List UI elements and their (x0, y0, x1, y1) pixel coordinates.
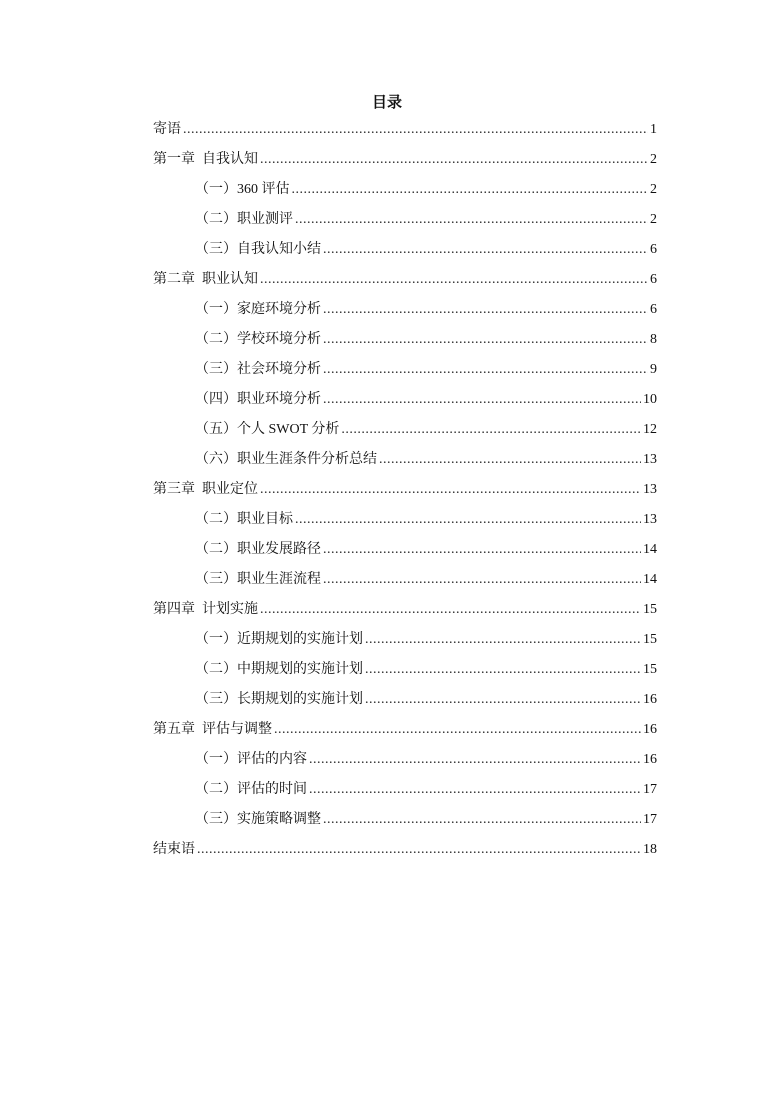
toc-subentry[interactable] (153, 775, 657, 805)
toc-entry-text: （二）中期规划的实施计划 (195, 662, 363, 677)
toc-page-number: 18 (643, 842, 657, 857)
toc-leader-dots (323, 235, 648, 265)
toc-page-number: 14 (643, 572, 657, 587)
toc-leader-dots (183, 115, 648, 145)
toc-entry-text: 第四章 计划实施 (153, 602, 258, 617)
toc-entry-text: （一）评估的内容 (195, 752, 307, 767)
toc-chapter-entry[interactable] (153, 475, 657, 505)
toc-page-number: 10 (643, 392, 657, 407)
toc-subentry[interactable] (153, 655, 657, 685)
toc-leader-dots (341, 415, 641, 445)
toc-leader-dots (260, 145, 648, 175)
toc-page-number: 17 (643, 812, 657, 827)
toc-subentry[interactable] (153, 535, 657, 565)
toc-leader-dots (323, 565, 641, 595)
toc-subentry[interactable] (153, 205, 657, 235)
toc-chapter-entry[interactable] (153, 595, 657, 625)
page-title: 目录 (371, 95, 402, 111)
toc-page-number: 2 (650, 182, 657, 197)
toc-leader-dots (365, 685, 641, 715)
toc-entry-text: （二）职业测评 (195, 212, 293, 227)
toc-subentry[interactable] (153, 235, 657, 265)
toc-leader-dots (260, 475, 641, 505)
toc-subentry[interactable] (153, 355, 657, 385)
toc-entry-text: （一）家庭环境分析 (195, 302, 321, 317)
toc-entry-text: （三）长期规划的实施计划 (195, 692, 363, 707)
toc-page-number: 1 (650, 122, 657, 137)
toc-entry-text: （三）实施策略调整 (195, 812, 321, 827)
toc-leader-dots (323, 325, 648, 355)
toc-leader-dots (260, 265, 648, 295)
toc-page-number: 12 (643, 422, 657, 437)
toc-leader-dots (323, 295, 648, 325)
toc-subentry[interactable] (153, 325, 657, 355)
toc-page-number: 15 (643, 662, 657, 677)
toc-entry-text: （一）360 评估 (195, 182, 290, 197)
toc-leader-dots (323, 535, 641, 565)
toc-page-number: 9 (650, 362, 657, 377)
toc-entry-text: 第二章 职业认知 (153, 272, 258, 287)
toc-page-number: 2 (650, 152, 657, 167)
toc-entry-text: （一）近期规划的实施计划 (195, 632, 363, 647)
toc-page-number: 13 (643, 452, 657, 467)
toc-subentry[interactable] (153, 685, 657, 715)
toc-subentry[interactable] (153, 415, 657, 445)
toc-leader-dots (295, 205, 648, 235)
toc-page-number: 6 (650, 272, 657, 287)
toc-page-number: 15 (643, 602, 657, 617)
toc-subentry[interactable] (153, 565, 657, 595)
toc-entry-text: （二）学校环境分析 (195, 332, 321, 347)
toc-entry-text: （三）自我认知小结 (195, 242, 321, 257)
toc-subentry[interactable] (153, 385, 657, 415)
toc-entry-text: 第一章 自我认知 (153, 152, 258, 167)
toc-leader-dots (309, 775, 641, 805)
toc-subentry[interactable] (153, 625, 657, 655)
toc-leader-dots (365, 625, 641, 655)
toc-subentry[interactable] (153, 175, 657, 205)
toc-entry-text: 第五章 评估与调整 (153, 722, 272, 737)
toc-leader-dots (260, 595, 641, 625)
toc-subentry[interactable] (153, 445, 657, 475)
toc-chapter-entry[interactable] (153, 145, 657, 175)
toc-leader-dots (323, 385, 641, 415)
toc-entry-text: 寄语 (153, 122, 181, 137)
toc-page-number: 16 (643, 752, 657, 767)
toc-page-number: 14 (643, 542, 657, 557)
toc-page-number: 13 (643, 482, 657, 497)
toc-page-number: 16 (643, 722, 657, 737)
table-of-contents (153, 115, 657, 865)
toc-subentry[interactable] (153, 505, 657, 535)
toc-chapter-entry[interactable] (153, 115, 657, 145)
toc-leader-dots (323, 805, 641, 835)
toc-subentry[interactable] (153, 295, 657, 325)
toc-leader-dots (274, 715, 641, 745)
toc-entry-text: （五）个人 SWOT 分析 (195, 422, 340, 437)
toc-page-number: 6 (650, 302, 657, 317)
toc-entry-text: （二）评估的时间 (195, 782, 307, 797)
toc-subentry[interactable] (153, 745, 657, 775)
toc-chapter-entry[interactable] (153, 265, 657, 295)
toc-page-number: 2 (650, 212, 657, 227)
toc-entry-text: （三）职业生涯流程 (195, 572, 321, 587)
toc-leader-dots (379, 445, 641, 475)
toc-page-number: 13 (643, 512, 657, 527)
toc-chapter-entry[interactable] (153, 715, 657, 745)
toc-entry-text: 结束语 (153, 842, 195, 857)
toc-entry-text: （三）社会环境分析 (195, 362, 321, 377)
toc-subentry[interactable] (153, 805, 657, 835)
toc-leader-dots (197, 835, 641, 865)
toc-leader-dots (295, 505, 641, 535)
toc-leader-dots (323, 355, 648, 385)
toc-entry-text: 第三章 职业定位 (153, 482, 258, 497)
toc-entry-text: （四）职业环境分析 (195, 392, 321, 407)
toc-chapter-entry[interactable] (153, 835, 657, 865)
toc-leader-dots (365, 655, 641, 685)
toc-page-number: 6 (650, 242, 657, 257)
toc-entry-text: （六）职业生涯条件分析总结 (195, 452, 377, 467)
toc-leader-dots (292, 175, 649, 205)
toc-page-number: 8 (650, 332, 657, 347)
toc-entry-text: （二）职业目标 (195, 512, 293, 527)
toc-page-number: 15 (643, 632, 657, 647)
toc-page-number: 17 (643, 782, 657, 797)
toc-page-number: 16 (643, 692, 657, 707)
toc-leader-dots (309, 745, 641, 775)
toc-entry-text: （二）职业发展路径 (195, 542, 321, 557)
